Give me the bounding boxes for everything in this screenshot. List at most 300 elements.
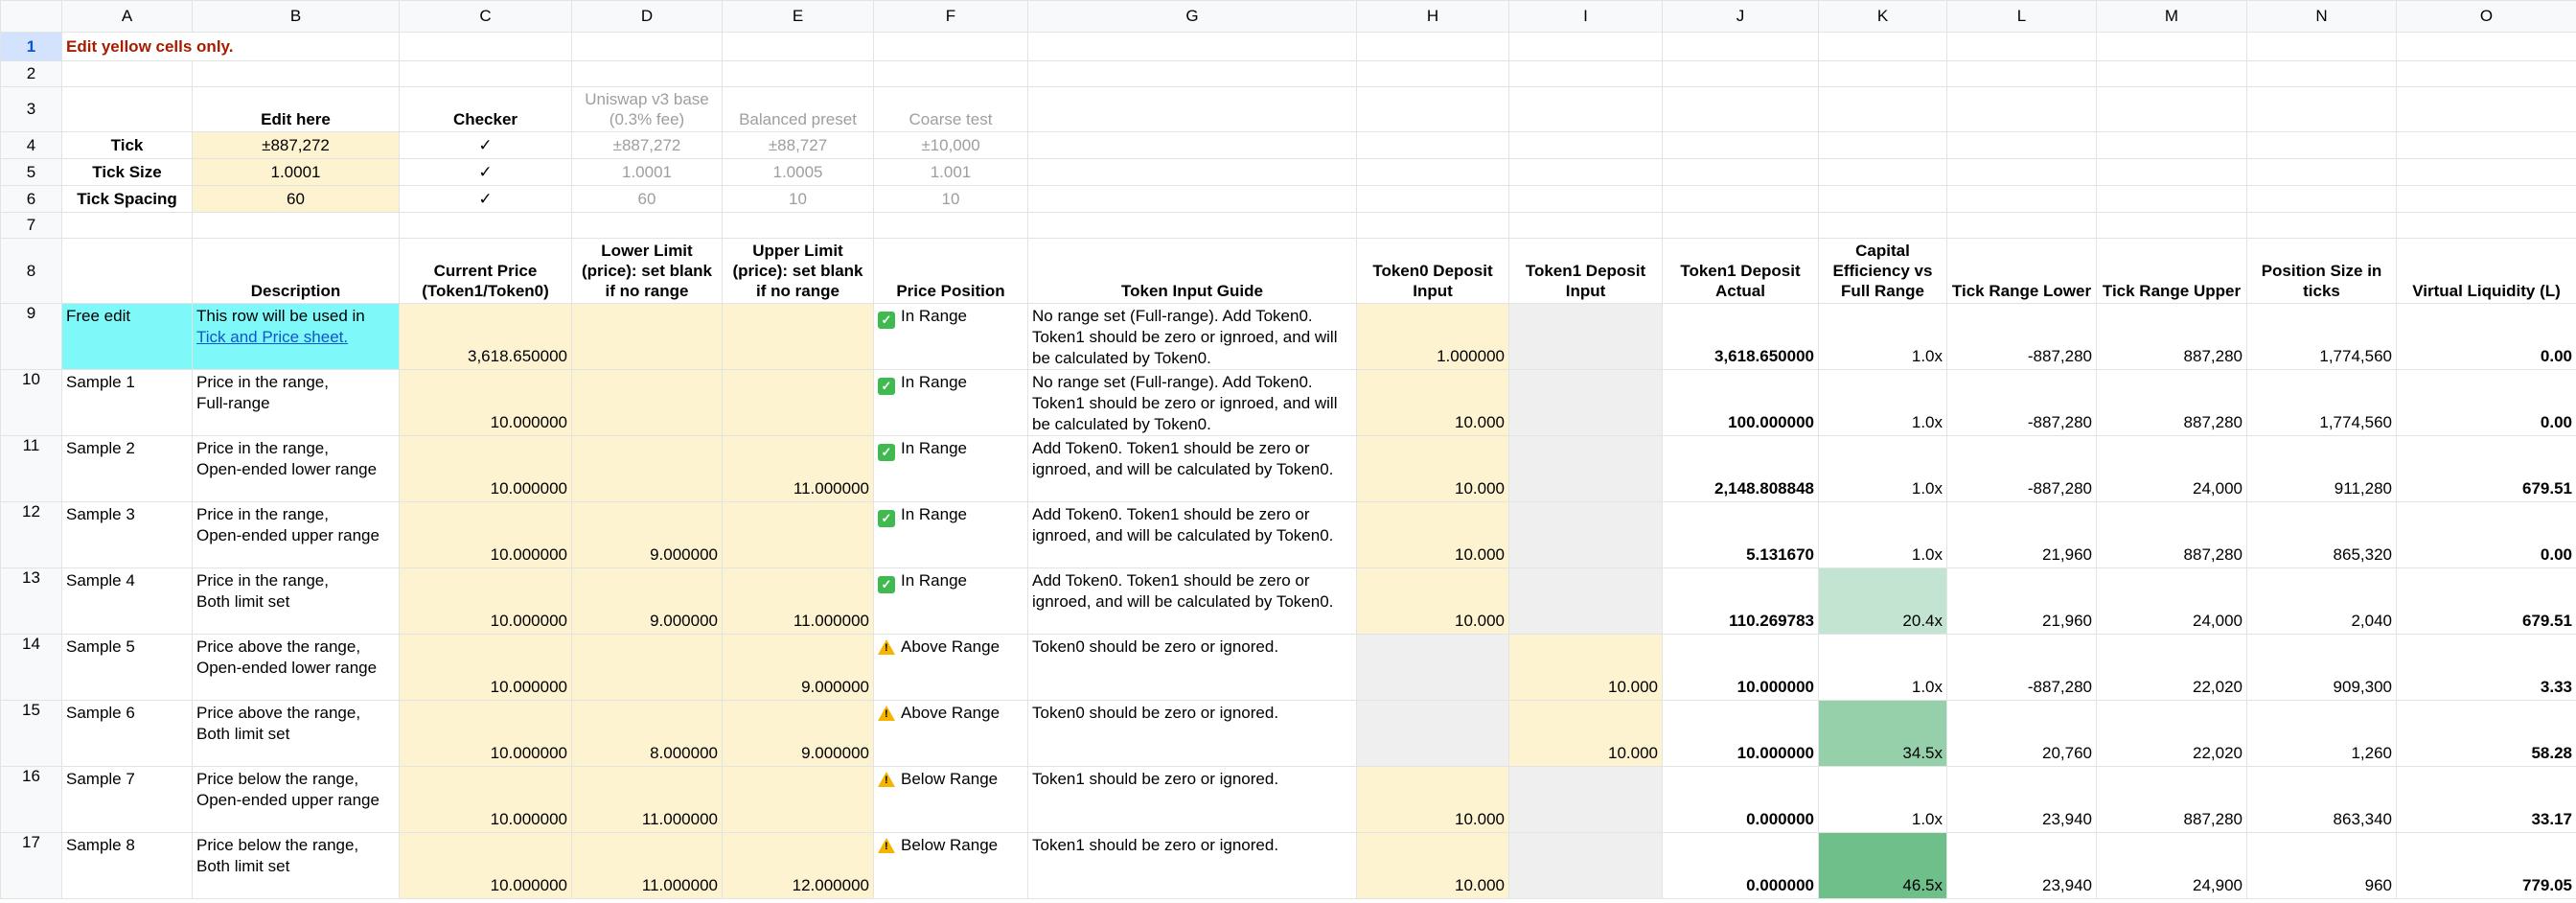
- cell[interactable]: [1509, 132, 1663, 159]
- lower-limit-input[interactable]: [572, 635, 723, 701]
- token1-deposit-actual-cell[interactable]: 3,618.650000: [1663, 304, 1819, 370]
- row-header[interactable]: 16: [1, 767, 62, 833]
- token1-deposit-input[interactable]: [1509, 304, 1663, 370]
- notice-cell[interactable]: Edit yellow cells only.: [62, 33, 400, 61]
- row-name-cell[interactable]: Free edit: [62, 304, 193, 370]
- current-price-input[interactable]: 10.000000: [400, 436, 572, 502]
- current-price-input[interactable]: 10.000000: [400, 568, 572, 635]
- tick-range-upper-cell[interactable]: 887,280: [2097, 502, 2247, 568]
- price-position-label: Above Range: [901, 637, 1000, 656]
- current-price-input[interactable]: 10.000000: [400, 833, 572, 899]
- cell[interactable]: [1947, 33, 2097, 61]
- coarse-value[interactable]: 1.001: [874, 159, 1028, 186]
- cell[interactable]: [2247, 159, 2397, 186]
- lower-limit-header[interactable]: Lower Limit (price): set blank if no range: [572, 239, 723, 304]
- column-header[interactable]: K: [1819, 1, 1947, 33]
- row-header[interactable]: 12: [1, 502, 62, 568]
- tick-price-sheet-link[interactable]: Tick and Price sheet.: [196, 328, 349, 346]
- cell[interactable]: [2097, 87, 2247, 132]
- position-size-cell[interactable]: 1,260: [2247, 701, 2397, 767]
- tick-range-upper-cell[interactable]: 887,280: [2097, 767, 2247, 833]
- token-input-guide-cell[interactable]: Add Token0. Token1 should be zero or ignroed, and will be calculated by Token0.: [1028, 568, 1357, 635]
- cell[interactable]: [1947, 213, 2097, 239]
- cell[interactable]: [2247, 87, 2397, 132]
- column-header[interactable]: N: [2247, 1, 2397, 33]
- row-header[interactable]: 9: [1, 304, 62, 370]
- column-header[interactable]: C: [400, 1, 572, 33]
- column-header[interactable]: A: [62, 1, 193, 33]
- balanced-value[interactable]: ±88,727: [723, 132, 874, 159]
- virtual-liquidity-cell[interactable]: 679.51: [2397, 568, 2576, 635]
- price-position-label: In Range: [901, 505, 967, 523]
- position-size-cell[interactable]: 1,774,560: [2247, 304, 2397, 370]
- cell[interactable]: [2397, 159, 2576, 186]
- description-line-2: Open-ended lower range: [196, 659, 378, 677]
- current-price-input[interactable]: 10.000000: [400, 502, 572, 568]
- token0-deposit-input[interactable]: 10.000: [1357, 833, 1509, 899]
- cell[interactable]: [723, 213, 874, 239]
- row-header[interactable]: 6: [1, 186, 62, 213]
- tick-range-lower-cell[interactable]: -887,280: [1947, 304, 2097, 370]
- current-price-input[interactable]: 10.000000: [400, 701, 572, 767]
- cell[interactable]: [1663, 61, 1819, 87]
- row-name-cell[interactable]: Sample 2: [62, 436, 193, 502]
- lower-limit-input[interactable]: [572, 304, 723, 370]
- row-header[interactable]: 3: [1, 87, 62, 132]
- cell[interactable]: [2097, 186, 2247, 213]
- row-header[interactable]: 1: [1, 33, 62, 61]
- token1-deposit-actual-cell[interactable]: 10.000000: [1663, 701, 1819, 767]
- column-header[interactable]: F: [874, 1, 1028, 33]
- cell[interactable]: [1947, 186, 2097, 213]
- lower-limit-input[interactable]: 8.000000: [572, 701, 723, 767]
- select-all-corner[interactable]: [1, 1, 62, 33]
- cell[interactable]: [400, 33, 572, 61]
- current-price-input[interactable]: 10.000000: [400, 767, 572, 833]
- tick-range-lower-cell[interactable]: 23,940: [1947, 767, 2097, 833]
- token-input-guide-cell[interactable]: No range set (Full-range). Add Token0. Token1 should be zero or ignroed, and will be calculated by Token0.: [1028, 304, 1357, 370]
- cell[interactable]: [572, 213, 723, 239]
- cell[interactable]: [874, 33, 1028, 61]
- virtual-liquidity-cell[interactable]: 3.33: [2397, 635, 2576, 701]
- token1-deposit-actual-cell[interactable]: 10.000000: [1663, 635, 1819, 701]
- token-input-guide-cell[interactable]: Add Token0. Token1 should be zero or ignroed, and will be calculated by Token0.: [1028, 502, 1357, 568]
- price-position-header[interactable]: Price Position: [874, 239, 1028, 304]
- token0-deposit-input[interactable]: 10.000: [1357, 436, 1509, 502]
- cell[interactable]: [874, 213, 1028, 239]
- upper-limit-input[interactable]: [723, 304, 874, 370]
- cell[interactable]: [2247, 33, 2397, 61]
- description-cell[interactable]: [193, 502, 400, 568]
- cell[interactable]: [2097, 61, 2247, 87]
- cell[interactable]: [1663, 33, 1819, 61]
- tick-range-lower-cell[interactable]: 21,960: [1947, 502, 2097, 568]
- description-cell[interactable]: [193, 833, 400, 899]
- lower-limit-input[interactable]: 11.000000: [572, 833, 723, 899]
- balanced-preset-header[interactable]: Balanced preset: [723, 87, 874, 132]
- upper-limit-input[interactable]: [723, 767, 874, 833]
- cell[interactable]: [1357, 213, 1509, 239]
- cell[interactable]: [62, 61, 193, 87]
- column-header[interactable]: G: [1028, 1, 1357, 33]
- description-cell[interactable]: [193, 767, 400, 833]
- row-header[interactable]: 10: [1, 370, 62, 436]
- cell[interactable]: [1663, 213, 1819, 239]
- cell[interactable]: [1357, 61, 1509, 87]
- cell[interactable]: [723, 61, 874, 87]
- cell[interactable]: [1028, 213, 1357, 239]
- token0-deposit-input[interactable]: 10.000: [1357, 370, 1509, 436]
- upper-limit-input[interactable]: 9.000000: [723, 701, 874, 767]
- row-header[interactable]: 11: [1, 436, 62, 502]
- cell[interactable]: [1819, 33, 1947, 61]
- cell[interactable]: [1028, 87, 1357, 132]
- description-header[interactable]: Description: [193, 239, 400, 304]
- cell[interactable]: [1357, 132, 1509, 159]
- upper-limit-input[interactable]: 11.000000: [723, 436, 874, 502]
- cell[interactable]: [2247, 213, 2397, 239]
- cell[interactable]: [572, 61, 723, 87]
- cell[interactable]: [193, 61, 400, 87]
- description-cell[interactable]: [193, 635, 400, 701]
- tick-range-lower-cell[interactable]: -887,280: [1947, 635, 2097, 701]
- token1-deposit-input[interactable]: [1509, 502, 1663, 568]
- description-cell[interactable]: [193, 701, 400, 767]
- warning-icon: !: [878, 706, 895, 721]
- balanced-value[interactable]: 10: [723, 186, 874, 213]
- cell[interactable]: [1947, 87, 2097, 132]
- coarse-test-header[interactable]: Coarse test: [874, 87, 1028, 132]
- uniswap-value[interactable]: ±887,272: [572, 132, 723, 159]
- param-label[interactable]: Tick Size: [62, 159, 193, 186]
- cell[interactable]: [2097, 159, 2247, 186]
- price-position-cell[interactable]: [874, 304, 1028, 370]
- token1-deposit-actual-cell[interactable]: 5.131670: [1663, 502, 1819, 568]
- price-position-cell[interactable]: [874, 370, 1028, 436]
- cell[interactable]: [2097, 33, 2247, 61]
- balanced-value[interactable]: 1.0005: [723, 159, 874, 186]
- checker-cell[interactable]: ✓: [400, 186, 572, 213]
- price-position-cell[interactable]: [874, 635, 1028, 701]
- cell[interactable]: [1663, 186, 1819, 213]
- tick-range-lower-cell[interactable]: -887,280: [1947, 436, 2097, 502]
- tick-range-upper-cell[interactable]: 24,000: [2097, 568, 2247, 635]
- tick-spacing-input[interactable]: 60: [193, 186, 400, 213]
- tick-range-lower-cell[interactable]: -887,280: [1947, 370, 2097, 436]
- cell[interactable]: [2247, 186, 2397, 213]
- column-header[interactable]: B: [193, 1, 400, 33]
- cell[interactable]: [1509, 186, 1663, 213]
- current-price-input[interactable]: 10.000000: [400, 635, 572, 701]
- cell[interactable]: [193, 213, 400, 239]
- capital-efficiency-cell[interactable]: 20.4x: [1819, 568, 1947, 635]
- lower-limit-input[interactable]: 11.000000: [572, 767, 723, 833]
- token-input-guide-header[interactable]: Token Input Guide: [1028, 239, 1357, 304]
- token1-deposit-input[interactable]: [1509, 833, 1663, 899]
- description-cell[interactable]: [193, 304, 400, 370]
- row-header[interactable]: 14: [1, 635, 62, 701]
- capital-efficiency-cell[interactable]: 1.0x: [1819, 436, 1947, 502]
- price-position-cell[interactable]: [874, 568, 1028, 635]
- virtual-liquidity-cell[interactable]: 0.00: [2397, 304, 2576, 370]
- tick-range-lower-cell[interactable]: 21,960: [1947, 568, 2097, 635]
- cell[interactable]: [1509, 213, 1663, 239]
- row-header[interactable]: 5: [1, 159, 62, 186]
- row-header[interactable]: 4: [1, 132, 62, 159]
- cell[interactable]: [1028, 33, 1357, 61]
- token1-deposit-actual-cell[interactable]: 100.000000: [1663, 370, 1819, 436]
- description-line-2: Both limit set: [196, 725, 290, 743]
- token1-deposit-actual-cell[interactable]: 110.269783: [1663, 568, 1819, 635]
- cell[interactable]: [1509, 159, 1663, 186]
- row-name-cell[interactable]: Sample 3: [62, 502, 193, 568]
- checker-header[interactable]: Checker: [400, 87, 572, 132]
- virtual-liquidity-cell[interactable]: 33.17: [2397, 767, 2576, 833]
- column-header[interactable]: O: [2397, 1, 2576, 33]
- position-size-cell[interactable]: 2,040: [2247, 568, 2397, 635]
- virtual-liquidity-header[interactable]: Virtual Liquidity (L): [2397, 239, 2576, 304]
- price-position-cell[interactable]: [874, 436, 1028, 502]
- capital-efficiency-header[interactable]: Capital Efficiency vs Full Range: [1819, 239, 1947, 304]
- price-position-label: Below Range: [901, 770, 999, 788]
- cell[interactable]: [1028, 61, 1357, 87]
- virtual-liquidity-cell[interactable]: 0.00: [2397, 502, 2576, 568]
- tick-range-upper-cell[interactable]: 22,020: [2097, 635, 2247, 701]
- cell[interactable]: [1819, 61, 1947, 87]
- cell[interactable]: [2247, 61, 2397, 87]
- description-cell[interactable]: [193, 436, 400, 502]
- cell[interactable]: [1819, 186, 1947, 213]
- virtual-liquidity-cell[interactable]: 58.28: [2397, 701, 2576, 767]
- cell[interactable]: [400, 213, 572, 239]
- row-name-cell[interactable]: Sample 8: [62, 833, 193, 899]
- position-size-cell[interactable]: 863,340: [2247, 767, 2397, 833]
- data-row: [1, 502, 2576, 568]
- upper-limit-input[interactable]: 12.000000: [723, 833, 874, 899]
- cell[interactable]: [1509, 33, 1663, 61]
- token0-deposit-input[interactable]: 10.000: [1357, 502, 1509, 568]
- token-input-guide-cell[interactable]: Token1 should be zero or ignored.: [1028, 767, 1357, 833]
- uniswap-value[interactable]: 1.0001: [572, 159, 723, 186]
- cell[interactable]: [2397, 61, 2576, 87]
- upper-limit-input[interactable]: [723, 370, 874, 436]
- price-position-cell[interactable]: [874, 502, 1028, 568]
- cell[interactable]: [1819, 132, 1947, 159]
- current-price-input[interactable]: 3,618.650000: [400, 304, 572, 370]
- cell[interactable]: [1663, 132, 1819, 159]
- price-position-cell[interactable]: [874, 833, 1028, 899]
- warning-icon: !: [878, 772, 895, 787]
- column-header[interactable]: I: [1509, 1, 1663, 33]
- row-name-cell[interactable]: Sample 6: [62, 701, 193, 767]
- token1-deposit-input[interactable]: [1509, 767, 1663, 833]
- token1-deposit-actual-cell[interactable]: 0.000000: [1663, 767, 1819, 833]
- lower-limit-input[interactable]: [572, 436, 723, 502]
- capital-efficiency-cell[interactable]: 34.5x: [1819, 701, 1947, 767]
- row-header[interactable]: 2: [1, 61, 62, 87]
- cell[interactable]: [1357, 33, 1509, 61]
- token1-deposit-actual-cell[interactable]: 0.000000: [1663, 833, 1819, 899]
- lower-limit-input[interactable]: 9.000000: [572, 568, 723, 635]
- cell[interactable]: [2247, 132, 2397, 159]
- cell[interactable]: [1357, 186, 1509, 213]
- price-position-cell[interactable]: [874, 767, 1028, 833]
- cell[interactable]: [1947, 132, 2097, 159]
- param-label[interactable]: Tick: [62, 132, 193, 159]
- row-name-cell[interactable]: Sample 1: [62, 370, 193, 436]
- tick-range-upper-cell[interactable]: 24,000: [2097, 436, 2247, 502]
- cell[interactable]: [62, 87, 193, 132]
- tick-range-upper-header[interactable]: Tick Range Upper: [2097, 239, 2247, 304]
- cell[interactable]: [723, 33, 874, 61]
- coarse-value[interactable]: ±10,000: [874, 132, 1028, 159]
- current-price-input[interactable]: 10.000000: [400, 370, 572, 436]
- row-name-cell[interactable]: Sample 5: [62, 635, 193, 701]
- current-price-header[interactable]: Current Price (Token1/Token0): [400, 239, 572, 304]
- row-name-cell[interactable]: Sample 4: [62, 568, 193, 635]
- token1-deposit-actual-cell[interactable]: 2,148.808848: [1663, 436, 1819, 502]
- position-size-cell[interactable]: 960: [2247, 833, 2397, 899]
- upper-limit-input[interactable]: [723, 502, 874, 568]
- price-position-label: Below Range: [901, 836, 999, 854]
- cell[interactable]: [1663, 159, 1819, 186]
- token1-deposit-input[interactable]: [1509, 436, 1663, 502]
- lower-limit-input[interactable]: 9.000000: [572, 502, 723, 568]
- cell[interactable]: [2097, 132, 2247, 159]
- column-header[interactable]: M: [2097, 1, 2247, 33]
- token-input-guide-cell[interactable]: Token0 should be zero or ignored.: [1028, 635, 1357, 701]
- virtual-liquidity-cell[interactable]: 679.51: [2397, 436, 2576, 502]
- price-position-cell[interactable]: [874, 701, 1028, 767]
- token1-deposit-input[interactable]: 10.000: [1509, 701, 1663, 767]
- capital-efficiency-cell[interactable]: 1.0x: [1819, 304, 1947, 370]
- cell[interactable]: [1819, 159, 1947, 186]
- token-input-guide-cell[interactable]: No range set (Full-range). Add Token0. Token1 should be zero or ignroed, and will be calculated by Token0.: [1028, 370, 1357, 436]
- token1-deposit-input[interactable]: 10.000: [1509, 635, 1663, 701]
- tick-input[interactable]: ±887,272: [193, 132, 400, 159]
- column-header[interactable]: L: [1947, 1, 2097, 33]
- cell[interactable]: [62, 213, 193, 239]
- capital-efficiency-cell[interactable]: 1.0x: [1819, 370, 1947, 436]
- token1-deposit-input[interactable]: [1509, 370, 1663, 436]
- description-line-2: Open-ended upper range: [196, 526, 380, 544]
- capital-efficiency-cell[interactable]: 1.0x: [1819, 635, 1947, 701]
- cell[interactable]: [1357, 159, 1509, 186]
- cell[interactable]: [400, 61, 572, 87]
- cell[interactable]: [62, 239, 193, 304]
- virtual-liquidity-cell[interactable]: 779.05: [2397, 833, 2576, 899]
- position-size-cell[interactable]: 1,774,560: [2247, 370, 2397, 436]
- row-header[interactable]: 7: [1, 213, 62, 239]
- token0-deposit-input[interactable]: 10.000: [1357, 568, 1509, 635]
- token-input-guide-cell[interactable]: Add Token0. Token1 should be zero or ignroed, and will be calculated by Token0.: [1028, 436, 1357, 502]
- position-size-cell[interactable]: 865,320: [2247, 502, 2397, 568]
- tick-range-upper-cell[interactable]: 887,280: [2097, 304, 2247, 370]
- token1-deposit-input[interactable]: [1509, 568, 1663, 635]
- uniswap-preset-header[interactable]: Uniswap v3 base (0.3% fee): [572, 87, 723, 132]
- cell[interactable]: [874, 61, 1028, 87]
- description-cell[interactable]: [193, 568, 400, 635]
- tick-range-upper-cell[interactable]: 22,020: [2097, 701, 2247, 767]
- cell[interactable]: [2397, 213, 2576, 239]
- column-header[interactable]: H: [1357, 1, 1509, 33]
- cell[interactable]: [2397, 186, 2576, 213]
- price-position-label: In Range: [901, 307, 967, 325]
- tick-size-input[interactable]: 1.0001: [193, 159, 400, 186]
- param-label[interactable]: Tick Spacing: [62, 186, 193, 213]
- upper-limit-input[interactable]: 9.000000: [723, 635, 874, 701]
- upper-limit-input[interactable]: 11.000000: [723, 568, 874, 635]
- cell[interactable]: [1947, 61, 2097, 87]
- cell[interactable]: [1509, 87, 1663, 132]
- cell[interactable]: [2397, 87, 2576, 132]
- checker-cell[interactable]: ✓: [400, 132, 572, 159]
- tick-range-lower-cell[interactable]: 23,940: [1947, 833, 2097, 899]
- tick-range-lower-header[interactable]: Tick Range Lower: [1947, 239, 2097, 304]
- token0-deposit-input[interactable]: 1.000000: [1357, 304, 1509, 370]
- position-size-header[interactable]: Position Size in ticks: [2247, 239, 2397, 304]
- cell[interactable]: [572, 33, 723, 61]
- edit-here-header[interactable]: Edit here: [193, 87, 400, 132]
- cell[interactable]: [1028, 132, 1357, 159]
- row-header[interactable]: 15: [1, 701, 62, 767]
- cell[interactable]: [2397, 132, 2576, 159]
- row-name-cell[interactable]: Sample 7: [62, 767, 193, 833]
- cell[interactable]: [1663, 87, 1819, 132]
- position-size-cell[interactable]: 909,300: [2247, 635, 2397, 701]
- lower-limit-input[interactable]: [572, 370, 723, 436]
- token1-deposit-input-header[interactable]: Token1 Deposit Input: [1509, 239, 1663, 304]
- checker-cell[interactable]: ✓: [400, 159, 572, 186]
- cell[interactable]: [1819, 213, 1947, 239]
- cell[interactable]: [1509, 61, 1663, 87]
- capital-efficiency-cell[interactable]: 1.0x: [1819, 767, 1947, 833]
- row-header[interactable]: 8: [1, 239, 62, 304]
- token-input-guide-cell[interactable]: Token1 should be zero or ignored.: [1028, 833, 1357, 899]
- coarse-value[interactable]: 10: [874, 186, 1028, 213]
- upper-limit-header[interactable]: Upper Limit (price): set blank if no range: [723, 239, 874, 304]
- capital-efficiency-cell[interactable]: 1.0x: [1819, 502, 1947, 568]
- tick-range-lower-cell[interactable]: 20,760: [1947, 701, 2097, 767]
- virtual-liquidity-cell[interactable]: 0.00: [2397, 370, 2576, 436]
- cell[interactable]: [1947, 159, 2097, 186]
- description-line-1: Price below the range,: [196, 836, 359, 854]
- row-header[interactable]: 17: [1, 833, 62, 899]
- token0-deposit-input[interactable]: [1357, 701, 1509, 767]
- cell[interactable]: [1028, 186, 1357, 213]
- capital-efficiency-cell[interactable]: 46.5x: [1819, 833, 1947, 899]
- description-cell[interactable]: [193, 370, 400, 436]
- column-header[interactable]: J: [1663, 1, 1819, 33]
- column-header[interactable]: D: [572, 1, 723, 33]
- check-mark-icon: ✓: [878, 576, 895, 593]
- token0-deposit-input-header[interactable]: Token0 Deposit Input: [1357, 239, 1509, 304]
- cell[interactable]: [1357, 87, 1509, 132]
- token0-deposit-input[interactable]: 10.000: [1357, 767, 1509, 833]
- cell[interactable]: [1028, 159, 1357, 186]
- column-header[interactable]: E: [723, 1, 874, 33]
- cell[interactable]: [2097, 213, 2247, 239]
- token0-deposit-input[interactable]: [1357, 635, 1509, 701]
- uniswap-value[interactable]: 60: [572, 186, 723, 213]
- cell[interactable]: [1819, 87, 1947, 132]
- position-size-cell[interactable]: 911,280: [2247, 436, 2397, 502]
- tick-range-upper-cell[interactable]: 24,900: [2097, 833, 2247, 899]
- token-input-guide-cell[interactable]: Token0 should be zero or ignored.: [1028, 701, 1357, 767]
- token1-deposit-actual-header[interactable]: Token1 Deposit Actual: [1663, 239, 1819, 304]
- row-header[interactable]: 13: [1, 568, 62, 635]
- tick-range-upper-cell[interactable]: 887,280: [2097, 370, 2247, 436]
